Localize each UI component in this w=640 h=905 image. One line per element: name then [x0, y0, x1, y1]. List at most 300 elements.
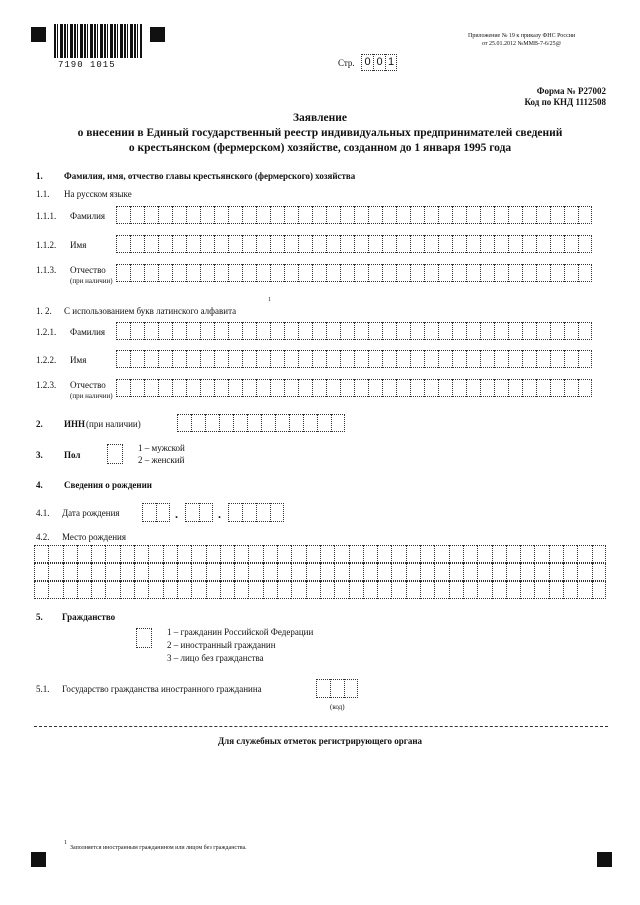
birth-place-row-1[interactable]: [34, 545, 606, 563]
entry-cell[interactable]: [480, 235, 494, 253]
entry-cell[interactable]: [214, 322, 228, 340]
inn-field[interactable]: [177, 414, 345, 432]
entry-cell[interactable]: [63, 563, 77, 581]
birth-day-field[interactable]: [142, 503, 170, 522]
entry-cell[interactable]: [298, 322, 312, 340]
entry-cell[interactable]: [270, 379, 284, 397]
entry-cell[interactable]: [577, 545, 591, 563]
entry-cell[interactable]: [291, 581, 305, 599]
entry-cell[interactable]: [303, 414, 317, 432]
entry-cell[interactable]: [550, 235, 564, 253]
entry-cell[interactable]: [34, 563, 48, 581]
entry-cell[interactable]: [506, 563, 520, 581]
entry-cell[interactable]: [186, 235, 200, 253]
entry-cell[interactable]: [434, 545, 448, 563]
entry-cell[interactable]: [494, 350, 508, 368]
entry-cell[interactable]: [116, 264, 130, 282]
entry-cell[interactable]: [130, 379, 144, 397]
entry-cell[interactable]: [340, 379, 354, 397]
entry-cell[interactable]: [508, 206, 522, 224]
entry-cell[interactable]: [116, 206, 130, 224]
entry-cell[interactable]: [368, 350, 382, 368]
entry-cell[interactable]: [396, 379, 410, 397]
entry-cell[interactable]: [410, 350, 424, 368]
entry-cell[interactable]: [191, 414, 205, 432]
entry-cell[interactable]: [592, 545, 606, 563]
entry-cell[interactable]: [396, 350, 410, 368]
entry-cell[interactable]: [522, 235, 536, 253]
entry-cell[interactable]: [420, 581, 434, 599]
entry-cell[interactable]: [256, 206, 270, 224]
entry-cell[interactable]: [326, 264, 340, 282]
entry-cell[interactable]: [354, 264, 368, 282]
entry-cell[interactable]: [452, 322, 466, 340]
entry-cell[interactable]: [248, 545, 262, 563]
entry-cell[interactable]: [334, 563, 348, 581]
entry-cell[interactable]: [158, 264, 172, 282]
entry-cell[interactable]: [466, 350, 480, 368]
entry-cell[interactable]: [144, 322, 158, 340]
entry-cell[interactable]: [220, 581, 234, 599]
entry-cell[interactable]: [494, 235, 508, 253]
entry-cell[interactable]: [438, 322, 452, 340]
entry-cell[interactable]: [578, 379, 592, 397]
entry-cell[interactable]: [320, 545, 334, 563]
entry-cell[interactable]: [248, 581, 262, 599]
entry-cell[interactable]: [508, 235, 522, 253]
entry-cell[interactable]: [406, 545, 420, 563]
entry-cell[interactable]: [172, 350, 186, 368]
entry-cell[interactable]: [564, 235, 578, 253]
entry-cell[interactable]: [326, 379, 340, 397]
entry-cell[interactable]: [340, 264, 354, 282]
entry-cell[interactable]: [107, 444, 123, 464]
entry-cell[interactable]: [564, 379, 578, 397]
entry-cell[interactable]: [424, 264, 438, 282]
entry-cell[interactable]: [256, 264, 270, 282]
entry-cell[interactable]: [256, 379, 270, 397]
entry-cell[interactable]: [163, 563, 177, 581]
entry-cell[interactable]: [492, 545, 506, 563]
country-code-field[interactable]: [316, 679, 358, 698]
entry-cell[interactable]: [354, 322, 368, 340]
entry-cell[interactable]: [420, 563, 434, 581]
entry-cell[interactable]: [134, 563, 148, 581]
entry-cell[interactable]: [363, 545, 377, 563]
entry-cell[interactable]: [577, 563, 591, 581]
entry-cell[interactable]: [368, 206, 382, 224]
entry-cell[interactable]: [270, 235, 284, 253]
entry-cell[interactable]: [172, 206, 186, 224]
entry-cell[interactable]: [480, 264, 494, 282]
entry-cell[interactable]: [354, 379, 368, 397]
entry-cell[interactable]: [406, 563, 420, 581]
entry-cell[interactable]: [320, 563, 334, 581]
entry-cell[interactable]: [116, 350, 130, 368]
entry-cell[interactable]: [438, 379, 452, 397]
entry-cell[interactable]: [363, 563, 377, 581]
entry-cell[interactable]: [163, 581, 177, 599]
entry-cell[interactable]: [320, 581, 334, 599]
entry-cell[interactable]: [233, 414, 247, 432]
entry-cell[interactable]: [564, 206, 578, 224]
entry-cell[interactable]: [396, 235, 410, 253]
entry-cell[interactable]: [172, 235, 186, 253]
entry-cell[interactable]: [177, 545, 191, 563]
entry-cell[interactable]: [105, 581, 119, 599]
entry-cell[interactable]: [205, 414, 219, 432]
entry-cell[interactable]: [270, 206, 284, 224]
entry-cell[interactable]: [263, 545, 277, 563]
entry-cell[interactable]: [536, 322, 550, 340]
entry-cell[interactable]: [536, 379, 550, 397]
entry-cell[interactable]: [261, 414, 275, 432]
entry-cell[interactable]: [522, 379, 536, 397]
entry-cell[interactable]: [377, 563, 391, 581]
entry-cell[interactable]: [578, 206, 592, 224]
entry-cell[interactable]: [163, 545, 177, 563]
entry-cell[interactable]: [508, 350, 522, 368]
entry-cell[interactable]: [63, 581, 77, 599]
entry-cell[interactable]: [522, 206, 536, 224]
entry-cell[interactable]: [391, 545, 405, 563]
entry-cell[interactable]: [298, 350, 312, 368]
entry-cell[interactable]: [466, 322, 480, 340]
entry-cell[interactable]: [130, 322, 144, 340]
entry-cell[interactable]: [48, 545, 62, 563]
entry-cell[interactable]: [284, 350, 298, 368]
name-ru-field[interactable]: [116, 235, 592, 253]
entry-cell[interactable]: [256, 350, 270, 368]
entry-cell[interactable]: [291, 563, 305, 581]
entry-cell[interactable]: [494, 322, 508, 340]
entry-cell[interactable]: [77, 545, 91, 563]
entry-cell[interactable]: [368, 264, 382, 282]
entry-cell[interactable]: [298, 379, 312, 397]
entry-cell[interactable]: [199, 503, 213, 522]
entry-cell[interactable]: [144, 350, 158, 368]
entry-cell[interactable]: [316, 679, 330, 698]
entry-cell[interactable]: [522, 264, 536, 282]
entry-cell[interactable]: [214, 235, 228, 253]
entry-cell[interactable]: [382, 206, 396, 224]
entry-cell[interactable]: [563, 581, 577, 599]
gender-field[interactable]: [107, 444, 123, 464]
entry-cell[interactable]: [377, 581, 391, 599]
entry-cell[interactable]: [277, 563, 291, 581]
entry-cell[interactable]: [91, 545, 105, 563]
entry-cell[interactable]: [549, 545, 563, 563]
entry-cell[interactable]: [172, 264, 186, 282]
entry-cell[interactable]: [452, 350, 466, 368]
entry-cell[interactable]: [410, 235, 424, 253]
entry-cell[interactable]: [564, 264, 578, 282]
entry-cell[interactable]: [158, 235, 172, 253]
entry-cell[interactable]: [142, 503, 156, 522]
entry-cell[interactable]: [242, 503, 256, 522]
entry-cell[interactable]: [120, 563, 134, 581]
entry-cell[interactable]: [120, 581, 134, 599]
entry-cell[interactable]: [191, 581, 205, 599]
entry-cell[interactable]: [410, 206, 424, 224]
entry-cell[interactable]: [248, 563, 262, 581]
entry-cell[interactable]: [130, 206, 144, 224]
entry-cell[interactable]: [91, 563, 105, 581]
entry-cell[interactable]: [228, 379, 242, 397]
entry-cell[interactable]: [148, 563, 162, 581]
entry-cell[interactable]: [452, 379, 466, 397]
entry-cell[interactable]: [424, 206, 438, 224]
entry-cell[interactable]: [105, 545, 119, 563]
entry-cell[interactable]: [508, 379, 522, 397]
entry-cell[interactable]: [228, 350, 242, 368]
entry-cell[interactable]: [410, 379, 424, 397]
entry-cell[interactable]: [536, 350, 550, 368]
entry-cell[interactable]: [391, 563, 405, 581]
entry-cell[interactable]: [234, 581, 248, 599]
entry-cell[interactable]: [263, 581, 277, 599]
entry-cell[interactable]: [480, 206, 494, 224]
entry-cell[interactable]: [449, 563, 463, 581]
entry-cell[interactable]: [563, 545, 577, 563]
entry-cell[interactable]: [438, 206, 452, 224]
entry-cell[interactable]: [312, 379, 326, 397]
entry-cell[interactable]: [522, 350, 536, 368]
entry-cell[interactable]: [242, 206, 256, 224]
entry-cell[interactable]: [177, 581, 191, 599]
entry-cell[interactable]: [592, 563, 606, 581]
entry-cell[interactable]: [186, 206, 200, 224]
entry-cell[interactable]: [550, 264, 564, 282]
entry-cell[interactable]: [349, 581, 363, 599]
entry-cell[interactable]: [306, 563, 320, 581]
birth-place-row-3[interactable]: [34, 581, 606, 599]
entry-cell[interactable]: [284, 235, 298, 253]
entry-cell[interactable]: [200, 379, 214, 397]
entry-cell[interactable]: [578, 322, 592, 340]
entry-cell[interactable]: [410, 264, 424, 282]
entry-cell[interactable]: [206, 581, 220, 599]
entry-cell[interactable]: [185, 503, 199, 522]
entry-cell[interactable]: [424, 235, 438, 253]
entry-cell[interactable]: [105, 563, 119, 581]
entry-cell[interactable]: [349, 545, 363, 563]
entry-cell[interactable]: [340, 235, 354, 253]
entry-cell[interactable]: [354, 350, 368, 368]
entry-cell[interactable]: [438, 235, 452, 253]
entry-cell[interactable]: [452, 264, 466, 282]
entry-cell[interactable]: [148, 545, 162, 563]
entry-cell[interactable]: [382, 264, 396, 282]
entry-cell[interactable]: [424, 322, 438, 340]
entry-cell[interactable]: [382, 350, 396, 368]
entry-cell[interactable]: [234, 545, 248, 563]
entry-cell[interactable]: [284, 264, 298, 282]
entry-cell[interactable]: [424, 379, 438, 397]
entry-cell[interactable]: [247, 414, 261, 432]
entry-cell[interactable]: [291, 545, 305, 563]
entry-cell[interactable]: [463, 581, 477, 599]
entry-cell[interactable]: [536, 264, 550, 282]
entry-cell[interactable]: [156, 503, 170, 522]
entry-cell[interactable]: [172, 379, 186, 397]
entry-cell[interactable]: [256, 503, 270, 522]
entry-cell[interactable]: [334, 581, 348, 599]
entry-cell[interactable]: [228, 206, 242, 224]
entry-cell[interactable]: [158, 206, 172, 224]
entry-cell[interactable]: [242, 264, 256, 282]
entry-cell[interactable]: [340, 350, 354, 368]
entry-cell[interactable]: [134, 581, 148, 599]
entry-cell[interactable]: [434, 563, 448, 581]
entry-cell[interactable]: [536, 235, 550, 253]
entry-cell[interactable]: [368, 379, 382, 397]
entry-cell[interactable]: [275, 414, 289, 432]
entry-cell[interactable]: [317, 414, 331, 432]
entry-cell[interactable]: [120, 545, 134, 563]
entry-cell[interactable]: [228, 322, 242, 340]
entry-cell[interactable]: [549, 563, 563, 581]
entry-cell[interactable]: [326, 322, 340, 340]
entry-cell[interactable]: [477, 563, 491, 581]
entry-cell[interactable]: [438, 350, 452, 368]
entry-cell[interactable]: [220, 545, 234, 563]
entry-cell[interactable]: [306, 581, 320, 599]
entry-cell[interactable]: [306, 545, 320, 563]
entry-cell[interactable]: [354, 206, 368, 224]
entry-cell[interactable]: [206, 563, 220, 581]
entry-cell[interactable]: [191, 545, 205, 563]
entry-cell[interactable]: [158, 379, 172, 397]
entry-cell[interactable]: [382, 235, 396, 253]
entry-cell[interactable]: [396, 264, 410, 282]
entry-cell[interactable]: [549, 581, 563, 599]
entry-cell[interactable]: [331, 414, 345, 432]
entry-cell[interactable]: [520, 563, 534, 581]
entry-cell[interactable]: [144, 206, 158, 224]
entry-cell[interactable]: [312, 322, 326, 340]
entry-cell[interactable]: [463, 545, 477, 563]
entry-cell[interactable]: [200, 264, 214, 282]
entry-cell[interactable]: [256, 235, 270, 253]
entry-cell[interactable]: [34, 581, 48, 599]
entry-cell[interactable]: [186, 264, 200, 282]
entry-cell[interactable]: [242, 235, 256, 253]
entry-cell[interactable]: [534, 545, 548, 563]
entry-cell[interactable]: [424, 350, 438, 368]
entry-cell[interactable]: [340, 206, 354, 224]
entry-cell[interactable]: [506, 545, 520, 563]
entry-cell[interactable]: [420, 545, 434, 563]
entry-cell[interactable]: [130, 350, 144, 368]
entry-cell[interactable]: [508, 264, 522, 282]
entry-cell[interactable]: [220, 563, 234, 581]
entry-cell[interactable]: [536, 206, 550, 224]
entry-cell[interactable]: [298, 264, 312, 282]
birth-year-field[interactable]: [228, 503, 284, 522]
entry-cell[interactable]: [534, 581, 548, 599]
entry-cell[interactable]: [477, 545, 491, 563]
entry-cell[interactable]: [550, 322, 564, 340]
entry-cell[interactable]: [340, 322, 354, 340]
entry-cell[interactable]: [144, 235, 158, 253]
entry-cell[interactable]: [277, 581, 291, 599]
entry-cell[interactable]: [466, 235, 480, 253]
entry-cell[interactable]: [349, 563, 363, 581]
entry-cell[interactable]: [242, 379, 256, 397]
entry-cell[interactable]: [452, 235, 466, 253]
entry-cell[interactable]: [466, 379, 480, 397]
entry-cell[interactable]: [463, 563, 477, 581]
entry-cell[interactable]: [177, 414, 191, 432]
entry-cell[interactable]: [298, 235, 312, 253]
entry-cell[interactable]: [228, 503, 242, 522]
entry-cell[interactable]: [136, 628, 152, 648]
entry-cell[interactable]: [312, 264, 326, 282]
entry-cell[interactable]: [410, 322, 424, 340]
entry-cell[interactable]: [578, 350, 592, 368]
entry-cell[interactable]: [144, 379, 158, 397]
entry-cell[interactable]: [494, 264, 508, 282]
entry-cell[interactable]: [550, 350, 564, 368]
entry-cell[interactable]: [577, 581, 591, 599]
entry-cell[interactable]: [214, 206, 228, 224]
entry-cell[interactable]: [334, 545, 348, 563]
entry-cell[interactable]: [466, 264, 480, 282]
entry-cell[interactable]: [148, 581, 162, 599]
entry-cell[interactable]: [326, 350, 340, 368]
entry-cell[interactable]: [228, 264, 242, 282]
entry-cell[interactable]: [326, 206, 340, 224]
entry-cell[interactable]: [284, 379, 298, 397]
entry-cell[interactable]: [480, 322, 494, 340]
entry-cell[interactable]: [396, 322, 410, 340]
entry-cell[interactable]: [406, 581, 420, 599]
entry-cell[interactable]: [368, 322, 382, 340]
entry-cell[interactable]: [191, 563, 205, 581]
entry-cell[interactable]: [312, 206, 326, 224]
entry-cell[interactable]: [48, 563, 62, 581]
entry-cell[interactable]: [449, 581, 463, 599]
entry-cell[interactable]: [449, 545, 463, 563]
entry-cell[interactable]: [234, 563, 248, 581]
birth-place-row-2[interactable]: [34, 563, 606, 581]
entry-cell[interactable]: [242, 322, 256, 340]
entry-cell[interactable]: [206, 545, 220, 563]
entry-cell[interactable]: [494, 206, 508, 224]
surname-lat-field[interactable]: [116, 322, 592, 340]
entry-cell[interactable]: [520, 581, 534, 599]
entry-cell[interactable]: [550, 206, 564, 224]
entry-cell[interactable]: [277, 545, 291, 563]
entry-cell[interactable]: [200, 322, 214, 340]
entry-cell[interactable]: [200, 350, 214, 368]
entry-cell[interactable]: [263, 563, 277, 581]
entry-cell[interactable]: [354, 235, 368, 253]
entry-cell[interactable]: [506, 581, 520, 599]
entry-cell[interactable]: [344, 679, 358, 698]
entry-cell[interactable]: [91, 581, 105, 599]
entry-cell[interactable]: [564, 322, 578, 340]
entry-cell[interactable]: [158, 350, 172, 368]
entry-cell[interactable]: [116, 235, 130, 253]
entry-cell[interactable]: [130, 235, 144, 253]
entry-cell[interactable]: [508, 322, 522, 340]
entry-cell[interactable]: [214, 350, 228, 368]
entry-cell[interactable]: [200, 206, 214, 224]
entry-cell[interactable]: [284, 206, 298, 224]
surname-ru-field[interactable]: [116, 206, 592, 224]
